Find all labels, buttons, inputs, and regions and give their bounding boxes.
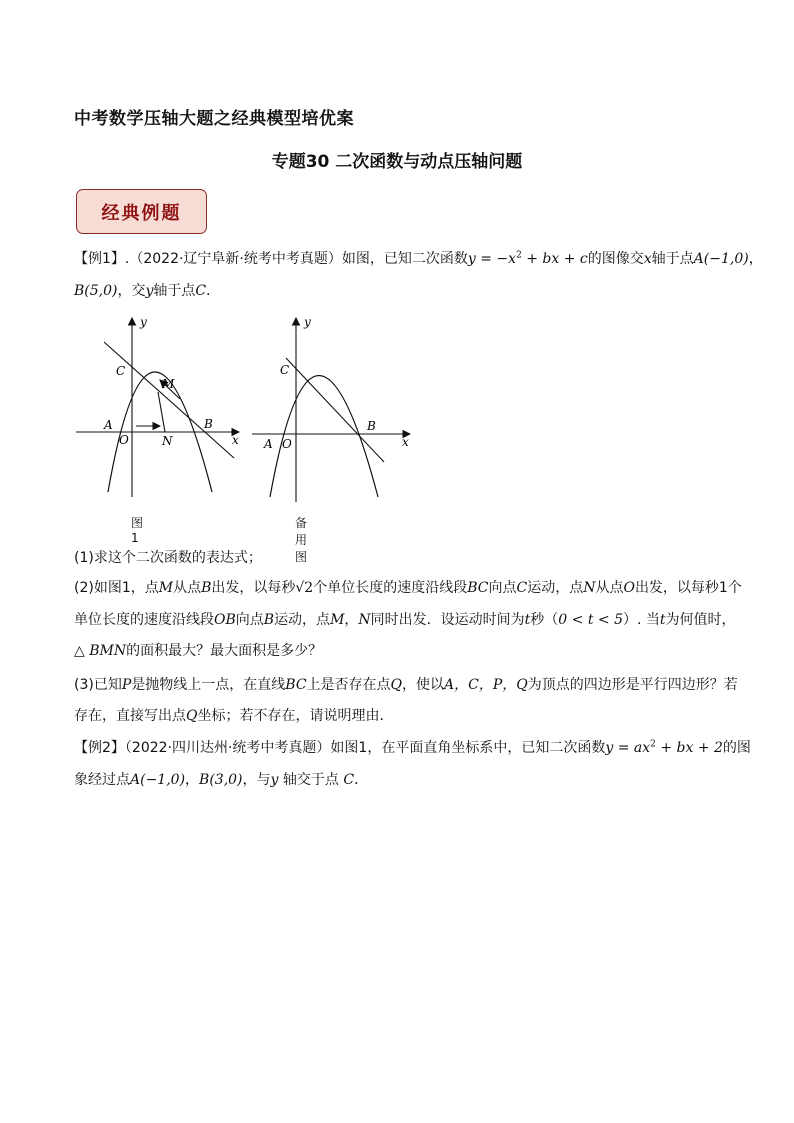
q2-range: 0 < t < 5	[558, 612, 623, 628]
fig2-label-a: A	[264, 437, 273, 451]
q2-v1: 的面积最大？最大面积是多少？	[126, 643, 323, 659]
question-2-line1	[74, 578, 742, 598]
q2-m: M	[158, 580, 174, 596]
q2-u3: 运动，点	[274, 612, 331, 628]
example2-u3: ，与	[242, 772, 271, 788]
fig2-label-c: C	[280, 363, 290, 377]
q2-m2: M	[330, 612, 345, 628]
q2-c: C	[516, 580, 528, 596]
q3-t4: ，使以	[402, 677, 445, 693]
figure-2-caption: 备用图	[295, 516, 308, 564]
example1-point-b: B(5,0)	[74, 283, 118, 299]
example2-line2	[74, 770, 734, 790]
topic-title: 专题30 二次函数与动点压轴问题	[271, 152, 523, 172]
document-title: 中考数学压轴大题之经典模型培优案	[74, 109, 354, 129]
section-badge-label: 经典例题	[101, 202, 182, 224]
figure-1-caption: 图1	[131, 516, 144, 545]
q2-u1: 单位长度的速度沿线段	[74, 612, 214, 628]
q2-bmn: BMN	[89, 643, 127, 659]
example1-point-c: C	[195, 283, 207, 299]
example2-t1: 【例2】（2022·四川达州·统考中考真题）如图1，在平面直角坐标系中，已知二次函数	[74, 740, 606, 756]
question-2-line2	[74, 610, 734, 630]
q2-u4: ，	[344, 612, 359, 628]
question-1	[74, 548, 734, 568]
q3-u2: 坐标；若不存在，请说明理由．	[197, 708, 394, 724]
q2-t8: 出发，以每秒1个	[634, 580, 742, 596]
example2-u4: 轴交于点	[278, 772, 339, 788]
example2-t2: 的图	[722, 740, 751, 756]
figure-1-graph	[74, 312, 414, 507]
example2-func-exp: 2	[650, 739, 656, 750]
example2-line1	[74, 738, 751, 758]
example1-line1	[74, 249, 763, 269]
q2-o: O	[623, 580, 635, 596]
q2-b2: B	[263, 612, 275, 628]
question-3-line1	[74, 675, 738, 695]
fig1-label-a: A	[104, 418, 113, 432]
example2-y-var: y	[270, 772, 279, 788]
q2-t2-var: t	[659, 612, 666, 628]
example1-y-var: y	[145, 283, 154, 299]
q3-t3: 上是否存在点	[306, 677, 391, 693]
q3-t1: (3)已知	[74, 677, 122, 693]
example1-prefix: 【例1】.（2022·辽宁阜新·统考中考真题）如图，已知二次函数	[74, 251, 468, 267]
q3-u1: 存在，直接写出点	[74, 708, 186, 724]
example1-func: y = −x	[467, 251, 517, 267]
example1-tail2: 轴于点	[153, 283, 196, 299]
section-badge	[76, 189, 207, 234]
question-2-line3	[74, 641, 734, 661]
q3-bc: BC	[285, 677, 307, 693]
fig1-label-c: C	[116, 364, 126, 378]
example1-end: ．	[206, 283, 221, 299]
q3-t5: 为顶点的四边形是平行四边形？若	[527, 677, 738, 693]
q2-t1: (2)如图1，点	[74, 580, 159, 596]
q2-t2: 从点	[173, 580, 202, 596]
q2-n2: N	[358, 612, 371, 628]
fig1-label-o: O	[119, 433, 129, 447]
example1-point-a: A(−1,0)	[693, 251, 749, 267]
fig1-label-y: y	[140, 315, 147, 329]
q3-points: A，C，P，Q	[444, 677, 528, 693]
q2-t: t	[524, 612, 531, 628]
example1-comma: ，	[748, 251, 763, 267]
q2-t4: 个单位长度的速度沿线段	[313, 580, 468, 596]
q2-t3: 出发，以每秒	[211, 580, 296, 596]
q1-text: (1)求这个二次函数的表达式；	[74, 550, 262, 566]
fig2-line-bc	[286, 358, 384, 462]
q2-u8: 为何值时，	[665, 612, 736, 628]
fig2-label-o: O	[282, 437, 292, 451]
q2-t7: 从点	[595, 580, 624, 596]
q2-u5: 同时出发．设运动时间为	[370, 612, 525, 628]
q2-u6: 秒（	[530, 612, 559, 628]
example2-func: y = ax	[605, 740, 651, 756]
q2-ob: OB	[214, 612, 236, 628]
q2-b: B	[201, 580, 212, 596]
example2-point-b: B(3,0)	[199, 772, 243, 788]
q3-p: P	[121, 677, 132, 693]
example1-mid2: 轴于点	[651, 251, 694, 267]
example2-point-c: C	[338, 772, 355, 788]
fig2-label-x: x	[402, 435, 409, 449]
fig1-label-x: x	[232, 433, 239, 447]
example2-u5: ．	[354, 772, 369, 788]
q3-q: Q	[390, 677, 403, 693]
example1-func-tail: + bx + c	[521, 251, 588, 267]
q3-q2: Q	[186, 708, 198, 724]
q2-sqrt: √2	[295, 580, 314, 596]
example2-u2: ，	[185, 772, 200, 788]
q2-u7: ）. 当	[623, 612, 660, 628]
example1-func-exp: 2	[516, 250, 522, 261]
fig1-label-m: M	[162, 377, 175, 391]
example1-mid: 的图像交	[587, 251, 644, 267]
q2-t6: 运动，点	[527, 580, 584, 596]
question-3-line2	[74, 706, 734, 726]
q2-n: N	[583, 580, 596, 596]
fig1-label-b: B	[204, 417, 213, 431]
fig2-label-b: B	[367, 419, 376, 433]
q2-tri: △	[74, 643, 85, 659]
fig2-label-y: y	[304, 315, 311, 329]
example2-func-tail: + bx + 2	[655, 740, 723, 756]
example2-point-a: A(−1,0)	[130, 772, 186, 788]
example1-x-var: x	[643, 251, 652, 267]
q3-t2: 是抛物线上一点，在直线	[131, 677, 286, 693]
q2-t5: 向点	[488, 580, 517, 596]
example1-line2	[74, 281, 734, 301]
q2-bc: BC	[467, 580, 489, 596]
example1-tail: ，交	[117, 283, 146, 299]
fig1-label-n: N	[162, 434, 173, 448]
example2-u1: 象经过点	[74, 772, 130, 788]
q2-u2: 向点	[235, 612, 264, 628]
